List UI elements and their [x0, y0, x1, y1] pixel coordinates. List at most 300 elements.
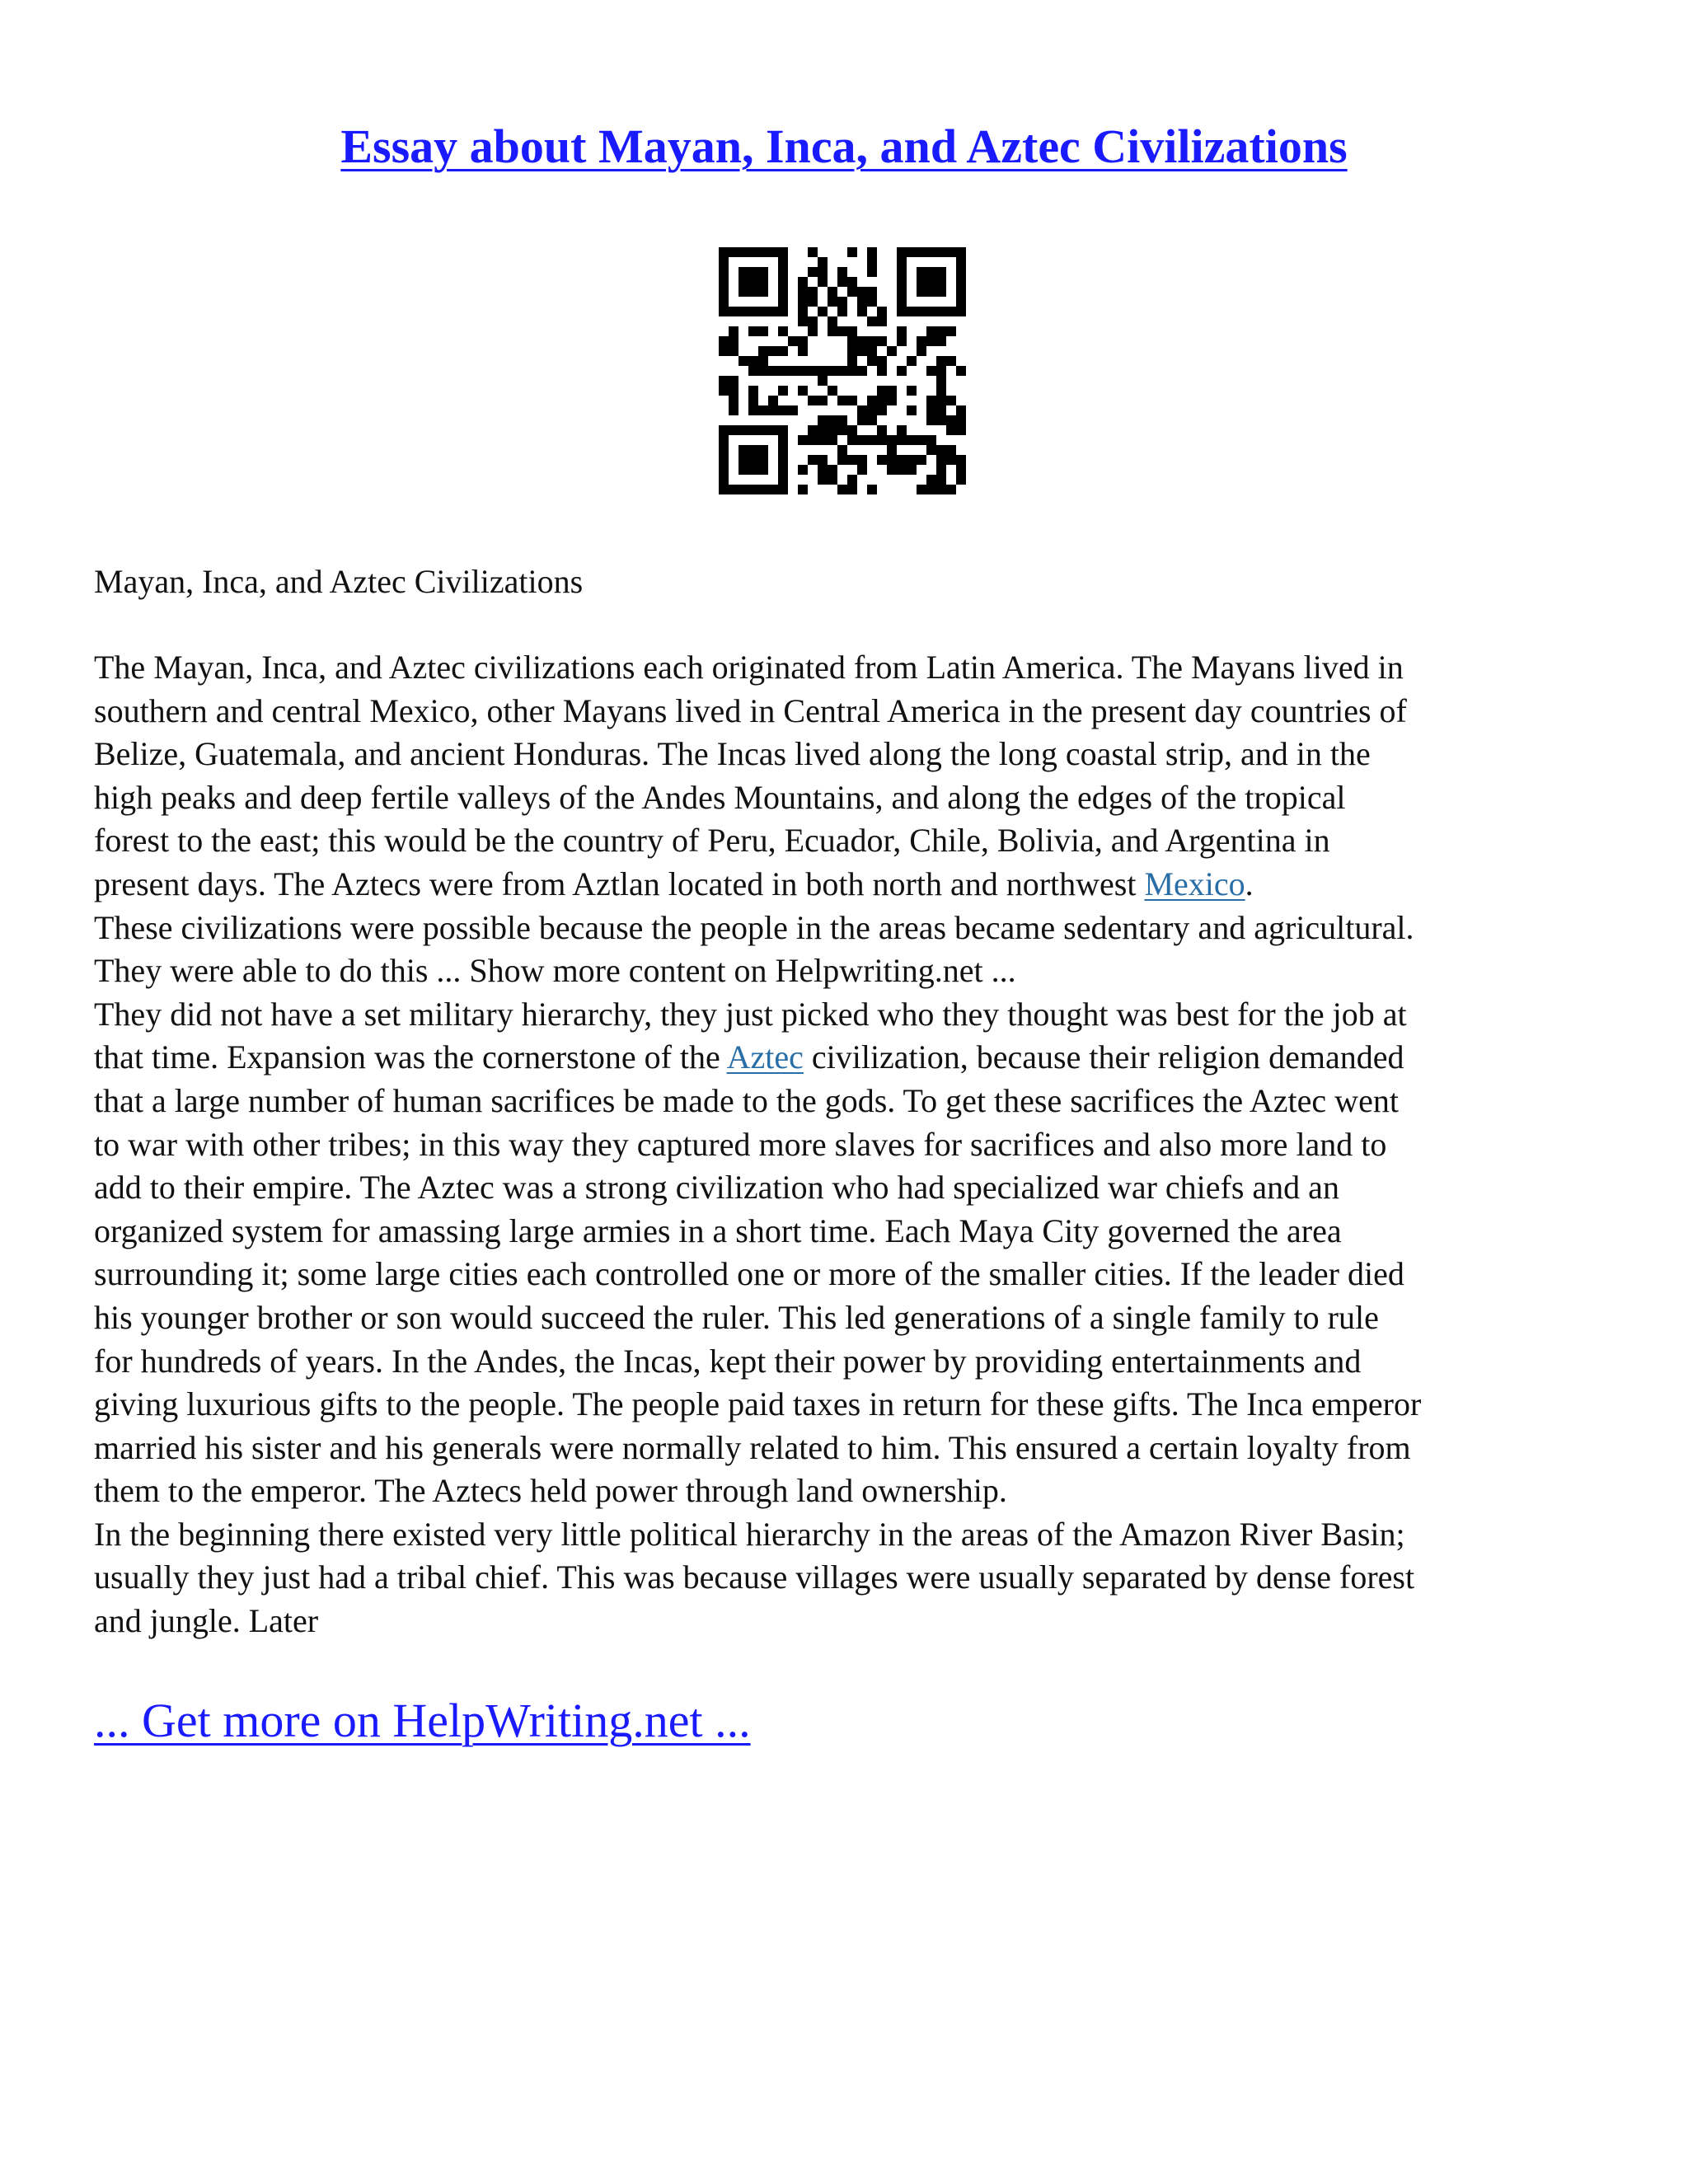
qr-module	[926, 485, 936, 494]
qr-module	[719, 247, 729, 257]
qr-module	[738, 455, 748, 465]
text-segment: that time. Expansion was the cornerstone of the	[94, 1038, 727, 1076]
qr-module	[798, 465, 808, 475]
qr-module	[729, 336, 738, 346]
qr-module	[808, 435, 818, 445]
qr-module	[818, 435, 828, 445]
qr-module	[897, 307, 907, 316]
qr-module	[917, 307, 926, 316]
qr-module	[798, 316, 808, 326]
qr-module	[729, 247, 738, 257]
qr-module	[926, 326, 936, 336]
qr-module	[857, 435, 867, 445]
qr-module	[768, 307, 778, 316]
qr-module	[907, 465, 917, 475]
qr-module	[917, 435, 926, 445]
qr-module	[867, 267, 877, 277]
paragraph-2	[94, 907, 1611, 993]
qr-module	[778, 465, 788, 475]
qr-module	[808, 287, 818, 297]
qr-module	[738, 277, 748, 287]
qr-module	[877, 356, 887, 366]
paragraph-1	[94, 646, 1611, 907]
qr-module	[719, 346, 729, 356]
qr-module	[758, 307, 768, 316]
qr-module	[917, 287, 926, 297]
qr-module	[719, 435, 729, 445]
qr-module	[867, 346, 877, 356]
qr-module	[778, 287, 788, 297]
qr-module	[867, 485, 877, 494]
qr-module	[798, 386, 808, 396]
qr-module	[897, 267, 907, 277]
qr-module	[719, 307, 729, 316]
qr-module	[877, 307, 887, 316]
qr-code-graphic	[719, 247, 966, 494]
qr-module	[798, 307, 808, 316]
qr-module	[946, 485, 956, 494]
qr-module	[798, 346, 808, 356]
qr-module	[936, 366, 946, 376]
qr-module	[758, 346, 768, 356]
paragraph-4	[94, 1513, 1611, 1643]
qr-module	[936, 267, 946, 277]
qr-module	[847, 326, 857, 336]
qr-module	[798, 287, 808, 297]
qr-module	[808, 455, 818, 465]
qr-module	[877, 316, 887, 326]
qr-module	[788, 405, 798, 415]
qr-module	[897, 257, 907, 267]
qr-module	[818, 455, 828, 465]
text-line: his younger brother or son would succeed the ruler. This led generations of a single family to rule	[94, 1298, 1379, 1336]
qr-module	[768, 425, 778, 435]
mexico-link[interactable]: Mexico	[1144, 865, 1245, 902]
qr-module	[729, 346, 738, 356]
qr-module	[847, 346, 857, 356]
qr-module	[847, 277, 857, 287]
qr-module	[729, 396, 738, 405]
text-line: They did not have a set military hierarchy, they just picked who they thought was best for the job at	[94, 995, 1407, 1033]
qr-module	[768, 485, 778, 494]
qr-module	[729, 425, 738, 435]
text-line: married his sister and his generals were normally related to him. This ensured a certain loyalty from	[94, 1428, 1411, 1466]
qr-module	[956, 267, 966, 277]
qr-module	[956, 287, 966, 297]
qr-module	[748, 445, 758, 455]
qr-module	[877, 336, 887, 346]
qr-module	[907, 386, 917, 396]
text-line: organized system for amassing large armies in a short time. Each Maya City governed the area	[94, 1212, 1342, 1249]
qr-module	[936, 455, 946, 465]
qr-module	[729, 405, 738, 415]
qr-module	[907, 356, 917, 366]
qr-code-icon	[719, 247, 966, 494]
qr-module	[897, 366, 907, 376]
qr-module	[808, 326, 818, 336]
qr-module	[808, 267, 818, 277]
qr-module	[837, 277, 847, 287]
qr-module	[719, 267, 729, 277]
qr-module	[828, 316, 837, 326]
qr-module	[758, 356, 768, 366]
qr-module	[798, 366, 808, 376]
qr-module	[837, 366, 847, 376]
qr-module	[897, 277, 907, 287]
qr-module	[956, 307, 966, 316]
qr-module	[956, 277, 966, 287]
qr-module	[758, 247, 768, 257]
qr-module	[936, 277, 946, 287]
qr-module	[778, 405, 788, 415]
qr-module	[818, 415, 828, 425]
qr-module	[936, 475, 946, 485]
qr-module	[847, 425, 857, 435]
qr-module	[778, 475, 788, 485]
qr-module	[837, 445, 847, 455]
qr-module	[818, 475, 828, 485]
qr-module	[798, 485, 808, 494]
qr-module	[738, 356, 748, 366]
qr-module	[917, 455, 926, 465]
qr-module	[956, 425, 966, 435]
qr-module	[828, 297, 837, 307]
text-line: for hundreds of years. In the Andes, the Incas, kept their power by providing entertainments and	[94, 1342, 1362, 1380]
qr-module	[877, 386, 887, 396]
qr-module	[758, 287, 768, 297]
qr-module	[907, 435, 917, 445]
qr-module	[778, 257, 788, 267]
qr-module	[719, 297, 729, 307]
qr-module	[867, 396, 877, 405]
qr-module	[768, 366, 778, 376]
qr-module	[936, 356, 946, 366]
qr-module	[956, 297, 966, 307]
qr-module	[768, 247, 778, 257]
qr-module	[729, 386, 738, 396]
qr-module	[748, 307, 758, 316]
qr-module	[778, 267, 788, 277]
qr-module	[748, 366, 758, 376]
text-line: southern and central Mexico, other Mayans lived in Central America in the present day countries of	[94, 691, 1407, 729]
text-line: usually they just had a tribal chief. This was because villages were usually separated by dense forest	[94, 1558, 1415, 1596]
qr-module	[847, 247, 857, 257]
text-line: that a large number of human sacrifices be made to the gods. To get these sacrifices the Aztec went	[94, 1081, 1399, 1119]
qr-module	[758, 485, 768, 494]
qr-module	[847, 366, 857, 376]
qr-module	[758, 425, 768, 435]
qr-module	[907, 405, 917, 415]
qr-module	[748, 425, 758, 435]
qr-module	[778, 485, 788, 494]
text-line: high peaks and deep fertile valleys of the Andes Mountains, and along the edges of the tropical	[94, 778, 1346, 816]
qr-module	[778, 435, 788, 445]
qr-module	[917, 267, 926, 277]
qr-module	[897, 247, 907, 257]
qr-module	[867, 297, 877, 307]
qr-module	[719, 287, 729, 297]
qr-module	[917, 277, 926, 287]
qr-module	[956, 465, 966, 475]
qr-module	[926, 287, 936, 297]
qr-module	[897, 326, 907, 336]
qr-module	[917, 346, 926, 356]
qr-module	[828, 287, 837, 297]
qr-module	[897, 435, 907, 445]
qr-module	[818, 376, 828, 386]
qr-module	[758, 465, 768, 475]
qr-module	[857, 307, 867, 316]
qr-module	[926, 267, 936, 277]
qr-module	[877, 366, 887, 376]
qr-module	[828, 386, 837, 396]
qr-module	[808, 247, 818, 257]
qr-module	[867, 287, 877, 297]
qr-module	[887, 455, 897, 465]
qr-module	[758, 405, 768, 415]
qr-module	[917, 485, 926, 494]
qr-module	[837, 267, 847, 277]
qr-module	[818, 465, 828, 475]
qr-module	[748, 396, 758, 405]
qr-module	[936, 405, 946, 415]
qr-module	[798, 297, 808, 307]
qr-module	[887, 386, 897, 396]
text-line	[94, 863, 1611, 907]
qr-module	[926, 247, 936, 257]
qr-module	[946, 307, 956, 316]
qr-module	[748, 485, 758, 494]
qr-module	[867, 405, 877, 415]
qr-module	[808, 316, 818, 326]
qr-module	[719, 336, 729, 346]
qr-module	[748, 326, 758, 336]
qr-module	[956, 415, 966, 425]
qr-module	[847, 396, 857, 405]
qr-module	[887, 396, 897, 405]
qr-module	[778, 366, 788, 376]
qr-module	[758, 277, 768, 287]
qr-module	[847, 435, 857, 445]
qr-module	[897, 425, 907, 435]
qr-module	[877, 455, 887, 465]
qr-module	[867, 415, 877, 425]
qr-module	[936, 307, 946, 316]
qr-module	[837, 297, 847, 307]
qr-module	[748, 455, 758, 465]
qr-module	[828, 465, 837, 475]
qr-module	[738, 287, 748, 297]
qr-module	[748, 267, 758, 277]
qr-module	[936, 386, 946, 396]
qr-module	[867, 247, 877, 257]
qr-module	[729, 376, 738, 386]
qr-module	[818, 257, 828, 267]
qr-module	[936, 396, 946, 405]
qr-module	[926, 336, 936, 346]
aztec-link[interactable]: Aztec	[726, 1038, 804, 1076]
qr-module	[946, 415, 956, 425]
qr-module	[808, 366, 818, 376]
qr-module	[818, 425, 828, 435]
essay-body	[94, 646, 1611, 1643]
qr-module	[818, 396, 828, 405]
qr-module	[828, 366, 837, 376]
qr-module	[729, 485, 738, 494]
qr-module	[837, 425, 847, 435]
qr-module	[828, 425, 837, 435]
qr-module	[798, 336, 808, 346]
qr-module	[818, 277, 828, 287]
text-line: Belize, Guatemala, and ancient Honduras. The Incas lived along the long coastal strip, and in the	[94, 735, 1371, 773]
qr-module	[778, 277, 788, 287]
qr-module	[828, 435, 837, 445]
qr-module	[877, 396, 887, 405]
qr-module	[926, 277, 936, 287]
qr-module	[738, 267, 748, 277]
qr-module	[936, 485, 946, 494]
qr-module	[956, 366, 966, 376]
text-line: and jungle. Later	[94, 1602, 319, 1640]
qr-module	[719, 455, 729, 465]
qr-module	[847, 485, 857, 494]
text-line: them to the emperor. The Aztecs held power through land ownership.	[94, 1472, 1007, 1510]
text-line: add to their empire. The Aztec was a strong civilization who had specialized war chiefs and an	[94, 1169, 1339, 1207]
qr-module	[719, 465, 729, 475]
qr-module	[926, 405, 936, 415]
qr-module	[798, 435, 808, 445]
qr-module	[719, 376, 729, 386]
qr-module	[748, 405, 758, 415]
qr-module	[857, 336, 867, 346]
qr-module	[867, 257, 877, 267]
qr-module	[926, 307, 936, 316]
qr-module	[857, 405, 867, 415]
qr-module	[936, 376, 946, 386]
qr-module	[837, 307, 847, 316]
text-line: The Mayan, Inca, and Aztec civilizations each originated from Latin America. The Mayans lived in	[94, 649, 1404, 686]
qr-module	[887, 435, 897, 445]
qr-module	[887, 346, 897, 356]
qr-module	[946, 445, 956, 455]
qr-module	[837, 485, 847, 494]
qr-module	[857, 366, 867, 376]
qr-module	[926, 435, 936, 445]
qr-module	[798, 277, 808, 287]
text-line: forest to the east; this would be the country of Peru, Ecuador, Chile, Bolivia, and Argentina in	[94, 822, 1330, 860]
qr-module	[818, 267, 828, 277]
qr-module	[788, 336, 798, 346]
qr-module	[778, 297, 788, 307]
qr-module	[926, 366, 936, 376]
qr-module	[956, 247, 966, 257]
qr-module	[867, 435, 877, 445]
qr-module	[897, 455, 907, 465]
text-line: These civilizations were possible because the people in the areas became sedentary and agricultural.	[94, 908, 1414, 946]
qr-module	[936, 336, 946, 346]
text-line: surrounding it; some large cities each controlled one or more of the smaller cities. If the leader died	[94, 1255, 1404, 1293]
qr-module	[936, 326, 946, 336]
qr-module	[897, 336, 907, 346]
qr-module	[748, 386, 758, 396]
qr-module	[857, 297, 867, 307]
qr-module	[917, 336, 926, 346]
qr-module	[719, 475, 729, 485]
qr-module	[818, 366, 828, 376]
text-segment: present days. The Aztecs were from Aztlan located in both north and northwest	[94, 865, 1145, 902]
qr-module	[758, 326, 768, 336]
qr-module	[837, 326, 847, 336]
qr-module	[758, 267, 768, 277]
qr-module	[936, 445, 946, 455]
qr-module	[778, 346, 788, 356]
qr-module	[837, 415, 847, 425]
text-line: They were able to do this ... Show more content on Helpwriting.net ...	[94, 952, 1016, 990]
qr-module	[936, 247, 946, 257]
qr-module	[778, 386, 788, 396]
qr-module	[867, 336, 877, 346]
qr-module	[946, 396, 956, 405]
text-line: to war with other tribes; in this way they captured more slaves for sacrifices and also more land to	[94, 1125, 1387, 1163]
qr-module	[828, 475, 837, 485]
qr-module	[788, 366, 798, 376]
qr-module	[936, 465, 946, 475]
qr-module	[719, 425, 729, 435]
get-more-link[interactable]: ... Get more on HelpWriting.net ...	[94, 1694, 751, 1747]
qr-module	[857, 415, 867, 425]
document-title-link[interactable]: Essay about Mayan, Inca, and Aztec Civilizations	[340, 120, 1348, 173]
qr-module	[729, 307, 738, 316]
qr-module	[748, 356, 758, 366]
qr-module	[837, 396, 847, 405]
qr-module	[936, 415, 946, 425]
qr-module	[897, 297, 907, 307]
qr-module	[768, 346, 778, 356]
qr-module	[867, 356, 877, 366]
qr-module	[768, 405, 778, 415]
qr-module	[837, 455, 847, 465]
qr-module	[926, 475, 936, 485]
qr-module	[857, 465, 867, 475]
qr-module	[917, 247, 926, 257]
qr-module	[719, 445, 729, 455]
qr-module	[897, 465, 907, 475]
qr-module	[946, 326, 956, 336]
qr-module	[907, 307, 917, 316]
qr-module	[847, 336, 857, 346]
qr-module	[738, 425, 748, 435]
qr-module	[828, 415, 837, 425]
qr-module	[719, 257, 729, 267]
qr-module	[926, 445, 936, 455]
qr-module	[719, 277, 729, 287]
essay-subheading: Mayan, Inca, and Aztec Civilizations	[94, 563, 584, 600]
qr-module	[887, 465, 897, 475]
text-line: giving luxurious gifts to the people. The people paid taxes in return for these gifts. The Inca emperor	[94, 1385, 1422, 1423]
qr-module	[778, 326, 788, 336]
qr-module	[877, 425, 887, 435]
qr-module	[758, 455, 768, 465]
qr-module	[729, 326, 738, 336]
qr-module	[926, 415, 936, 425]
qr-module	[956, 257, 966, 267]
qr-module	[847, 455, 857, 465]
qr-module	[946, 356, 956, 366]
qr-module	[808, 297, 818, 307]
text-line: In the beginning there existed very little political hierarchy in the areas of the Amazon River Basin;	[94, 1515, 1405, 1553]
paragraph-3	[94, 993, 1611, 1513]
qr-module	[907, 247, 917, 257]
